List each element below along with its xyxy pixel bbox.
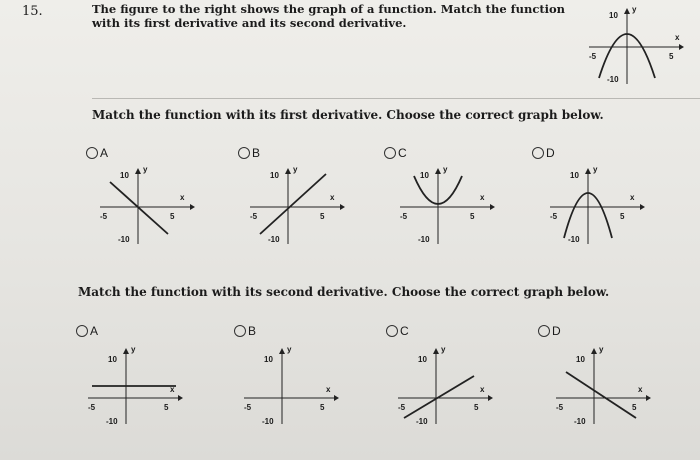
first-derivative-graph-c [396, 162, 496, 247]
svg-text:5: 5 [320, 212, 325, 221]
svg-text:10: 10 [609, 11, 618, 20]
svg-text:10: 10 [120, 171, 129, 180]
svg-text:x: x [480, 385, 485, 394]
svg-text:5: 5 [470, 212, 475, 221]
svg-text:5: 5 [164, 403, 169, 412]
svg-text:10: 10 [420, 171, 429, 180]
svg-text:-5: -5 [550, 212, 558, 221]
first-derivative-graph-d [546, 162, 646, 247]
svg-text:5: 5 [620, 212, 625, 221]
svg-text:-10: -10 [607, 75, 619, 84]
svg-text:-5: -5 [88, 403, 96, 412]
second-derivative-option-c[interactable] [386, 324, 409, 338]
option-letter: B [248, 324, 257, 338]
svg-text:x: x [330, 193, 335, 202]
radio-button[interactable] [234, 325, 246, 337]
svg-text:-5: -5 [398, 403, 406, 412]
svg-text:-5: -5 [556, 403, 564, 412]
svg-text:5: 5 [632, 403, 637, 412]
svg-text:x: x [675, 33, 680, 42]
svg-text:10: 10 [270, 171, 279, 180]
second-derivative-option-a[interactable] [76, 324, 98, 338]
svg-text:x: x [326, 385, 331, 394]
svg-text:-10: -10 [416, 417, 428, 426]
option-letter: D [552, 324, 561, 338]
radio-button[interactable] [538, 325, 550, 337]
second-derivative-title: Match the function with its second derivative. Choose the correct graph below. [78, 285, 610, 299]
second-derivative-option-d[interactable] [538, 324, 561, 338]
svg-text:y: y [443, 165, 448, 174]
svg-text:y: y [599, 345, 604, 354]
svg-text:10: 10 [108, 355, 117, 364]
second-derivative-graph-b [240, 342, 340, 427]
svg-text:x: x [180, 193, 185, 202]
section-divider [92, 98, 700, 99]
svg-text:y: y [143, 165, 148, 174]
svg-text:-5: -5 [100, 212, 108, 221]
svg-text:y: y [287, 345, 292, 354]
svg-text:-10: -10 [262, 417, 274, 426]
first-derivative-title: Match the function with its first derivative. Choose the correct graph below. [92, 108, 604, 122]
svg-text:y: y [441, 345, 446, 354]
second-derivative-graph-d [552, 342, 652, 427]
first-derivative-option-c[interactable] [384, 146, 407, 160]
svg-text:y: y [593, 165, 598, 174]
first-derivative-option-b[interactable] [238, 146, 260, 160]
svg-text:-10: -10 [568, 235, 580, 244]
second-derivative-graph-a [84, 342, 184, 427]
option-letter: A [90, 324, 99, 338]
radio-button[interactable] [384, 147, 396, 159]
svg-text:10: 10 [570, 171, 579, 180]
svg-text:-10: -10 [268, 235, 280, 244]
svg-text:-5: -5 [250, 212, 258, 221]
main-function-graph [585, 2, 685, 87]
radio-button[interactable] [86, 147, 98, 159]
radio-button[interactable] [386, 325, 398, 337]
svg-text:5: 5 [474, 403, 479, 412]
second-derivative-graph-c [394, 342, 494, 427]
first-derivative-option-d[interactable] [532, 146, 555, 160]
radio-button[interactable] [76, 325, 88, 337]
first-derivative-option-a[interactable] [86, 146, 108, 160]
svg-text:-5: -5 [589, 52, 597, 61]
svg-text:x: x [480, 193, 485, 202]
svg-text:-5: -5 [400, 212, 408, 221]
svg-text:5: 5 [170, 212, 175, 221]
radio-button[interactable] [238, 147, 250, 159]
svg-text:10: 10 [418, 355, 427, 364]
svg-text:y: y [131, 345, 136, 354]
svg-text:5: 5 [320, 403, 325, 412]
question-number: 15. [22, 4, 43, 19]
svg-text:10: 10 [264, 355, 273, 364]
svg-text:-10: -10 [118, 235, 130, 244]
svg-text:10: 10 [576, 355, 585, 364]
svg-text:x: x [170, 385, 175, 394]
svg-text:x: x [638, 385, 643, 394]
svg-text:-10: -10 [106, 417, 118, 426]
option-letter: A [100, 146, 109, 160]
first-derivative-graph-b [246, 162, 346, 247]
option-letter: C [400, 324, 409, 338]
first-derivative-graph-a [96, 162, 196, 247]
svg-text:-10: -10 [574, 417, 586, 426]
option-letter: D [546, 146, 555, 160]
option-letter: B [252, 146, 261, 160]
svg-text:-10: -10 [418, 235, 430, 244]
question-prompt: The figure to the right shows the graph of a function. Match the function with its first derivative and its second derivative. [92, 2, 566, 30]
svg-text:y: y [632, 5, 637, 14]
option-letter: C [398, 146, 407, 160]
second-derivative-option-b[interactable] [234, 324, 256, 338]
svg-text:x: x [630, 193, 635, 202]
svg-text:y: y [293, 165, 298, 174]
svg-text:5: 5 [669, 52, 674, 61]
svg-text:-5: -5 [244, 403, 252, 412]
radio-button[interactable] [532, 147, 544, 159]
